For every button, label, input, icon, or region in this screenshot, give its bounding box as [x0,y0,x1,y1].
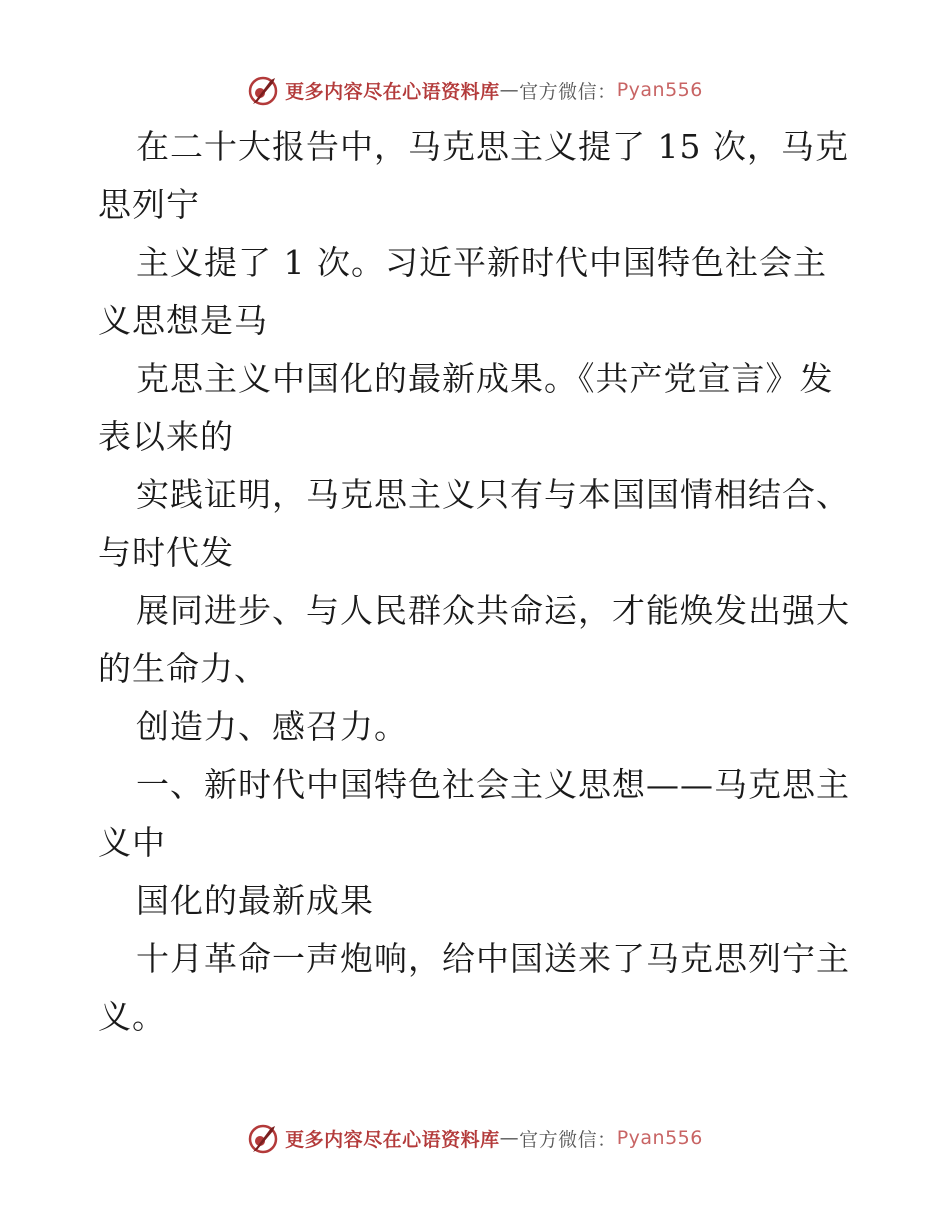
banner-wechat-label: 官方微信： [519,80,617,103]
text-line: 与时代发 [98,533,234,572]
banner-wechat-id: Pyan556 [616,79,703,101]
banner-wechat-id: Pyan556 [616,1127,703,1149]
banner-separator: — [499,79,520,101]
text-line: 表以来的 [98,417,234,456]
section-heading-line: 义中 [98,823,166,862]
quill-seal-icon [247,1122,279,1154]
text-line: 义思想是马 [98,301,268,340]
footer-watermark-banner [0,1118,950,1158]
section-heading-line: 国化的最新成果 [136,881,374,920]
section-heading-line: 一、新时代中国特色社会主义思想——马克思主 [136,765,850,804]
text-line: 在二十大报告中，马克思主义提了 15 次，马克 [136,127,849,166]
text-line: 十月革命一声炮响，给中国送来了马克思列宁主 [136,939,850,978]
header-watermark-banner [0,70,950,110]
text-line: 义。 [98,997,166,1036]
banner-wechat-label: 官方微信： [519,1128,617,1151]
text-line: 创造力、感召力。 [136,707,408,746]
text-line: 思列宁 [98,185,200,224]
text-line: 实践证明，马克思主义只有与本国国情相结合、 [136,475,850,514]
text-line: 展同进步、与人民群众共命运，才能焕发出强大 [136,591,850,630]
banner-site-text: 更多内容尽在心语资料库 [285,80,500,103]
banner-separator: — [499,1127,520,1149]
text-line: 的生命力、 [98,649,268,688]
text-line: 主义提了 1 次。习近平新时代中国特色社会主 [136,243,827,282]
document-body [0,118,950,1046]
banner-site-text: 更多内容尽在心语资料库 [285,1128,500,1151]
quill-seal-icon [247,74,279,106]
text-line: 克思主义中国化的最新成果。《共产党宣言》发 [136,359,834,398]
